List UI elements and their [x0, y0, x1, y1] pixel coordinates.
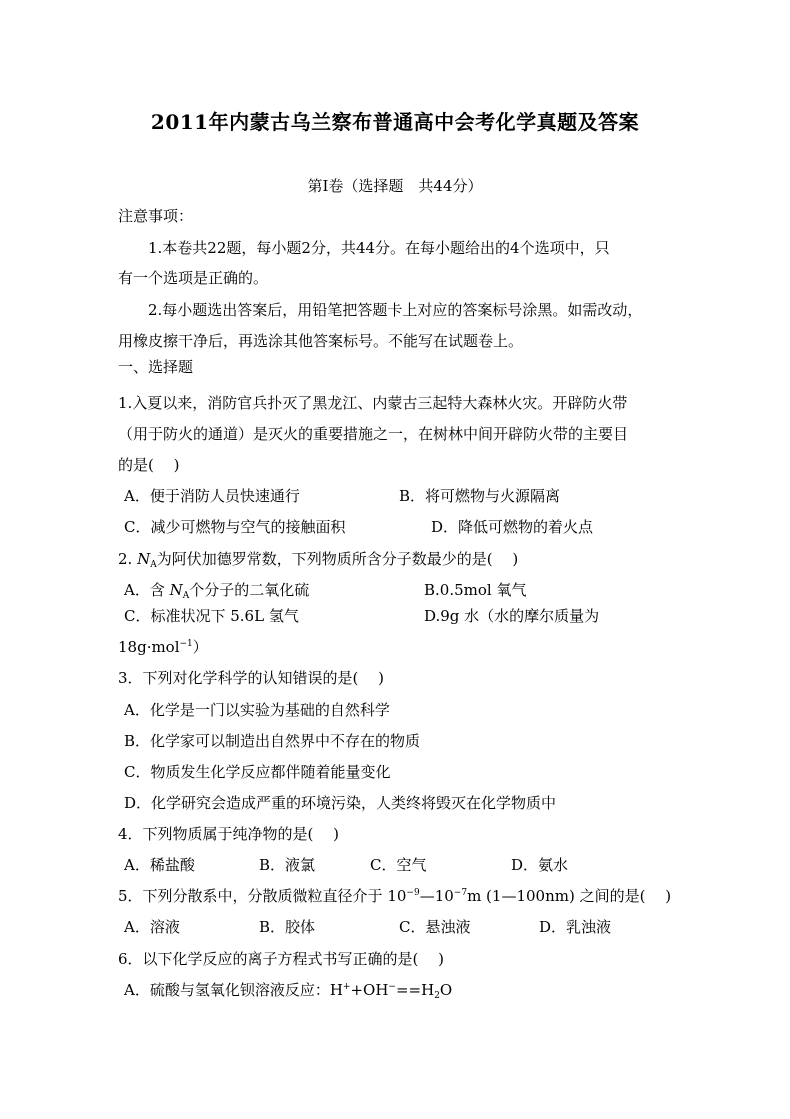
q5-option-d: D．乳浊液: [539, 918, 612, 936]
q3-option-d: D．化学研究会造成严重的环境污染，人类终将毁灭在化学物质中: [124, 794, 557, 812]
q2-options-row-1: [124, 580, 527, 601]
q3-option-b: B．化学家可以制造出自然界中不存在的物质: [124, 732, 421, 750]
q3-stem: 3．下列对化学科学的认知错误的是( ): [118, 669, 385, 687]
q6-option-a: A．硫酸与氢氧化钡溶液反应：$H^++OH^-==H_2O$: [124, 981, 453, 1001]
q2-options-row-2: [124, 606, 600, 626]
q1-option-d: D．降低可燃物的着火点: [431, 518, 594, 536]
note-2-line-2: 用橡皮擦干净后，再选涂其他答案标号。不能写在试题卷上。: [118, 332, 524, 350]
q1-stem-line-2: （用于防火的通道）是灭火的重要措施之一，在树林中间开辟防火带的主要目: [118, 425, 629, 443]
avogadro-symbol: N: [137, 550, 151, 568]
q4-option-b: B．液氯: [259, 856, 316, 874]
q1-option-c: C．减少可燃物与空气的接触面积: [124, 518, 346, 536]
q5-option-c: C．悬浊液: [399, 918, 471, 936]
q3-option-c: C．物质发生化学反应都伴随着能量变化: [124, 763, 391, 781]
q4-option-a: A．稀盐酸: [124, 856, 195, 874]
q1-option-a: A．便于消防人员快速通行: [124, 487, 300, 505]
q5-options: [124, 917, 612, 937]
q6-stem: 6．以下化学反应的离子方程式书写正确的是( ): [118, 950, 445, 968]
note-1-line-1: 1.本卷共22题，每小题2分，共44分。在每小题给出的4个选项中，只: [148, 239, 610, 257]
q2-option-c: C．标准状况下 5.6L 氢气: [124, 607, 299, 625]
q5-option-b: B．胶体: [259, 918, 316, 936]
q2-option-d-continued: 18g·mol$^{-1}$）: [118, 638, 208, 656]
notes-heading: 注意事项：: [118, 207, 194, 225]
part-heading: 一、选择题: [118, 358, 194, 376]
section-header: 第Ⅰ卷（选择题 共44分）: [307, 177, 483, 195]
note-2-line-1: 2.每小题选出答案后，用铅笔把答题卡上对应的答案标号涂黑。如需改动，: [148, 301, 643, 319]
q2-option-a: A．含 $N_A$个分子的二氧化硫: [124, 581, 310, 601]
q2-option-d: D.9g 水（水的摩尔质量为: [424, 607, 600, 625]
q3-option-a: A．化学是一门以实验为基础的自然科学: [124, 701, 390, 719]
q4-options: [124, 855, 569, 875]
note-1-line-2: 有一个选项是正确的。: [118, 269, 269, 287]
q4-option-d: D．氨水: [511, 856, 569, 874]
q4-stem: 4．下列物质属于纯净物的是( ): [118, 825, 340, 843]
q1-option-b: B．将可燃物与火源隔离: [399, 487, 561, 505]
q1-options-row-2: [124, 517, 594, 537]
q5-option-a: A．溶液: [124, 918, 180, 936]
q1-stem-line-3: 的是( ): [118, 456, 180, 474]
document-title: 2011年内蒙古乌兰察布普通高中会考化学真题及答案: [150, 110, 640, 134]
q1-stem-line-1: 1.入夏以来，消防官兵扑灭了黑龙江、内蒙古三起特大森林火灾。开辟防火带: [118, 394, 628, 412]
q5-stem: 5．下列分散系中，分散质微粒直径介于 $10^{-9}—10^{-7}m$ (1—100nm) 之间的是( ): [118, 887, 672, 905]
q4-option-c: C．空气: [370, 856, 427, 874]
q2-option-b: B.0.5mol 氧气: [424, 581, 527, 599]
q2-stem: 2. $N_A$为阿伏加德罗常数，下列物质所含分子数最少的是( ): [118, 550, 519, 570]
q1-options-row-1: [124, 486, 561, 506]
